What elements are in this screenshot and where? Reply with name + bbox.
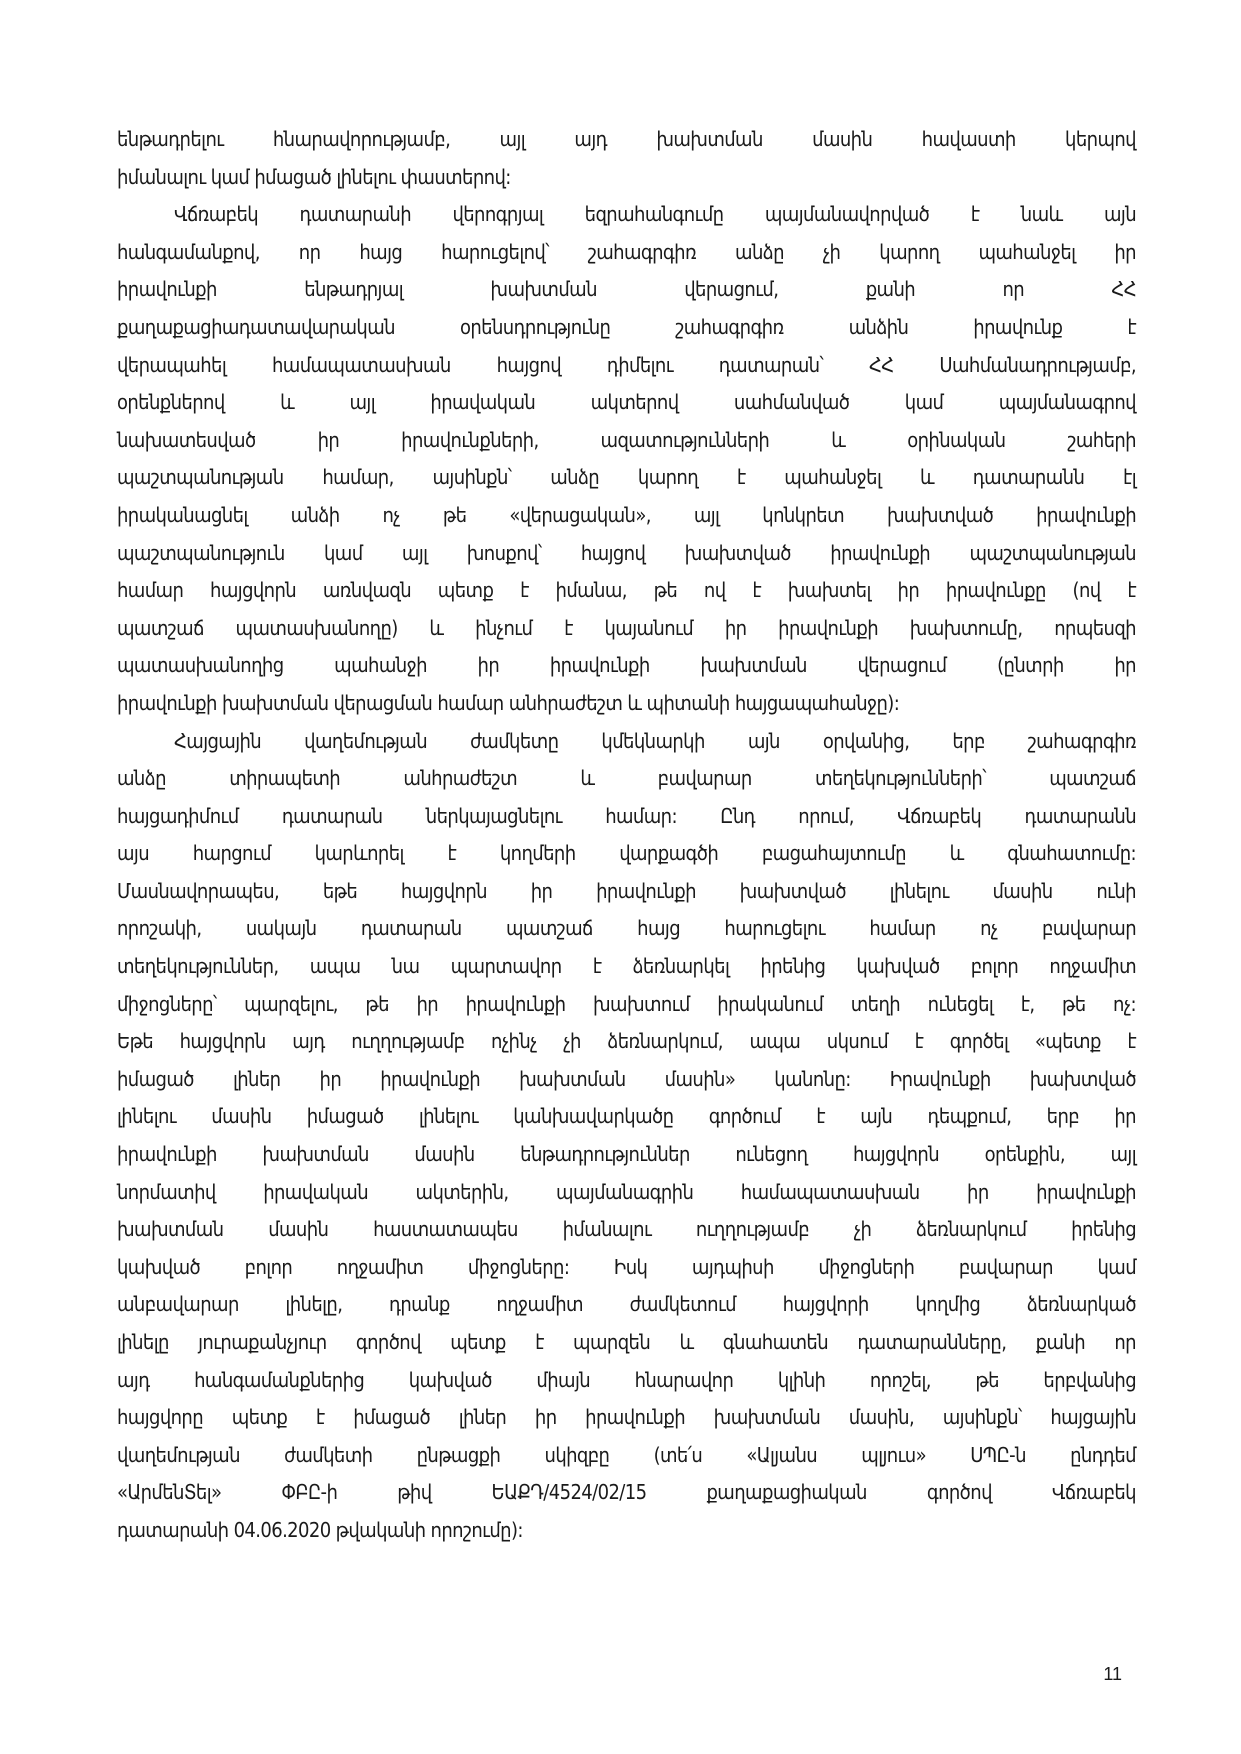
text-line: նորմատիվ իրավական ակտերին, պայմանագրին համապատասխան իր իրավունքի — [117, 1179, 1136, 1204]
text-line: անձը տիրապետի անհրաժեշտ և բավարար տեղեկությունների՝ պատշաճ — [117, 766, 1136, 791]
text-line: լինելը յուրաքանչյուր գործով պետք է պարզեն և գնահատեն դատարանները, քանի որ — [117, 1330, 1136, 1354]
text-line: քաղաքացիադատավարական օրենսդրությունը շահագրգիռ անձին իրավունք է — [117, 314, 1136, 339]
text-line: Հայցային վաղեմության ժամկետը կմեկնարկի այն օրվանից, երբ շահագրգիռ — [174, 728, 1136, 753]
text-line: պաշտպանության համար, այսինքն՝ անձը կարող է պահանջել և դատարանն էլ — [117, 465, 1136, 490]
text-line: տեղեկություններ, ապա նա պարտավոր է ձեռնարկել իրենից կախված բոլոր ողջամիտ — [117, 954, 1136, 979]
text-line: անբավարար լինելը, դրանք ողջամիտ ժամկետում հայցվորի կողմից ձեռնարկած — [117, 1292, 1136, 1317]
text-line: իրականացնել անձի ոչ թե «վերացական», այլ կոնկրետ խախտված իրավունքի — [117, 502, 1136, 527]
text-line: այս հարցում կարևորել է կողմերի վարքագծի բացահայտումը և գնահատումը: — [117, 841, 1136, 866]
text-line: ենթադրելու հնարավորությամբ, այլ այդ խախտման մասին հավաստի կերպով — [117, 127, 1136, 151]
paragraph-1 — [117, 121, 1136, 196]
text-line: միջոցները՝ պարզելու, թե իր իրավունքի խախտում իրականում տեղի ունեցել է, թե ոչ: — [117, 991, 1136, 1016]
text-line: հայցվորը պետք է իմացած լիներ իր իրավունքի խախտման մասին, այսինքն՝ հայցային — [117, 1405, 1136, 1430]
page-number: 11 — [1103, 1664, 1122, 1684]
text-line: համար հայցվորն առնվազն պետք է իմանա, թե ով է խախտել իր իրավունքը (ով է — [117, 578, 1136, 603]
text-line: պատասխանողից պահանջի իր իրավունքի խախտման վերացում (ընտրի իր — [117, 653, 1136, 678]
text-line: հայցադիմում դատարան ներկայացնելու համար: Ընդ որում, Վճռաբեկ դատարանն — [117, 803, 1136, 828]
text-line: լինելու մասին իմացած լինելու կանխավարկածը գործում է այն դեպքում, երբ իր — [117, 1104, 1136, 1129]
document-page — [117, 121, 1136, 1550]
text-line: նախատեսված իր իրավունքների, ազատությունների և օրինական շահերի — [117, 427, 1136, 452]
text-line: հանգամանքով, որ հայց հարուցելով՝ շահագրգիռ անձը չի կարող պահանջել իր — [117, 239, 1136, 264]
paragraph-2 — [117, 196, 1136, 722]
text-line: իմացած լիներ իր իրավունքի խախտման մասին» կանոնը: Իրավունքի խախտված — [117, 1066, 1136, 1091]
text-line: վաղեմության ժամկետի ընթացքի սկիզբը (տե՛ս «Ալյանս պլյուս» ՍՊԸ-ն ընդդեմ — [117, 1442, 1136, 1467]
text-line: խախտման մասին հաստատապես իմանալու ուղղությամբ չի ձեռնարկում իրենից — [117, 1217, 1136, 1242]
text-line: իրավունքի խախտման վերացման համար անհրաժեշտ և պիտանի հայցապահանջը): — [117, 690, 900, 715]
text-line: այդ հանգամանքներից կախված միայն հնարավոր կլինի որոշել, թե երբվանից — [117, 1367, 1136, 1392]
text-line: իրավունքի ենթադրյալ խախտման վերացում, քանի որ ՀՀ — [117, 277, 1136, 302]
text-line: Եթե հայցվորն այդ ուղղությամբ ոչինչ չի ձեռնարկում, ապա սկսում է գործել «պետք է — [117, 1029, 1136, 1054]
text-line: դատարանի 04.06.2020 թվականի որոշումը): — [117, 1517, 523, 1542]
text-line: որոշակի, սակայն դատարան պատշաճ հայց հարուցելու համար ոչ բավարար — [117, 916, 1136, 941]
text-line: պատշաճ պատասխանողը) և ինչում է կայանում իր իրավունքի խախտումը, որպեսզի — [117, 615, 1136, 640]
text-line: վերապահել համապատասխան հայցով դիմելու դատարան՝ ՀՀ Սահմանադրությամբ, — [117, 352, 1136, 377]
text-line: իրավունքի խախտման մասին ենթադրություններ ունեցող հայցվորն օրենքին, այլ — [117, 1142, 1136, 1167]
text-line: իմանալու կամ իմացած լինելու փաստերով: — [117, 164, 511, 189]
text-line: Վճռաբեկ դատարանի վերոգրյալ եզրահանգումը պայմանավորված է նաև այն — [174, 202, 1136, 227]
text-line: կախված բոլոր ողջամիտ միջոցները: Իսկ այդպիսի միջոցների բավարար կամ — [117, 1254, 1136, 1279]
text-line: Մասնավորապես, եթե հայցվորն իր իրավունքի խախտված լինելու մասին ունի — [117, 878, 1136, 903]
paragraph-3 — [117, 723, 1136, 1550]
text-line: պաշտպանություն կամ այլ խոսքով՝ հայցով խախտված իրավունքի պաշտպանության — [117, 540, 1136, 565]
text-line: օրենքներով և այլ իրավական ակտերով սահմանված կամ պայմանագրով — [117, 390, 1136, 415]
text-line: «ԱրմենՏել» ՓԲԸ-ի թիվ ԵԱՔԴ/4524/02/15 քաղաքացիական գործով Վճռաբեկ — [117, 1480, 1136, 1505]
